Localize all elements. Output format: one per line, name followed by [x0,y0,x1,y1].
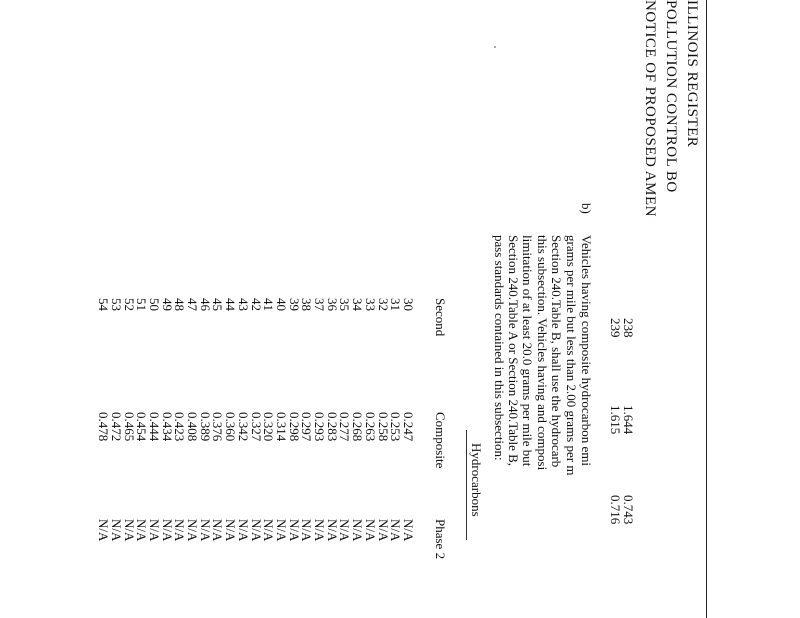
top-row-1-col2: 1.644 [621,405,636,435]
header-rule [706,0,707,618]
table-cell-phase2: N/A [312,519,328,542]
table-group-rule [466,430,467,540]
table-cell-phase2: N/A [248,519,264,542]
table-cell-phase2: N/A [121,519,137,542]
table-cell-composite: 0.297 [299,412,315,442]
table-cell-second: 44 [223,298,239,311]
table-cell-composite: 0.268 [350,412,366,442]
table-cell-phase2: N/A [362,519,378,542]
table-cell-phase2: N/A [235,519,251,542]
table-cell-second: 31 [388,298,404,311]
table-cell-second: 49 [159,298,175,311]
table-cell-composite: 0.342 [235,412,251,442]
table-cell-phase2: N/A [96,519,112,542]
table-cell-phase2: N/A [108,519,124,542]
paragraph-line: Vehicles having composite hydrocarbon emi [579,235,594,467]
table-group-title: Hydrocarbons [469,443,484,517]
paragraph-label: b) [579,203,594,214]
table-cell-composite: 0.314 [274,412,289,442]
register-title: ILLINOIS REGISTER [684,0,700,148]
table-cell-phase2: N/A [324,519,340,542]
table-cell-composite: 0.454 [134,412,150,442]
table-cell-second: 42 [248,298,264,311]
top-row-2-col2: 1.615 [608,405,623,435]
table-cell-second: 43 [235,298,251,311]
table-cell-second: 37 [312,298,328,311]
column-header-composite: Composite [433,412,448,469]
table-cell-second: 53 [108,298,124,311]
table-cell-composite: 0.376 [210,412,226,442]
table-cell-phase2: N/A [197,519,213,542]
paragraph-line: pass standards contained in this subsection: [492,235,507,461]
table-cell-phase2: N/A [274,519,289,542]
table-cell-composite: 0.434 [159,412,175,442]
table-cell-phase2: N/A [261,519,277,542]
table-cell-composite: 0.298 [286,412,302,442]
table-cell-second: 54 [96,298,112,311]
table-cell-second: 39 [286,298,302,311]
column-header-phase2: Phase 2 [433,519,448,560]
table-cell-second: 40 [274,298,289,311]
table-cell-second: 45 [210,298,226,311]
table-cell-phase2: N/A [185,519,201,542]
table-cell-composite: 0.444 [147,412,162,442]
table-cell-composite: 0.277 [337,412,353,442]
table-cell-composite: 0.408 [185,412,201,442]
top-row-1-col1: 238 [621,318,636,338]
table-cell-second: 38 [299,298,315,311]
table-cell-phase2: N/A [286,519,302,542]
table-cell-second: 51 [134,298,150,311]
table-cell-composite: 0.283 [324,412,340,442]
table-cell-second: 36 [324,298,340,311]
rotated-document [73,0,713,618]
table-cell-phase2: N/A [172,519,188,542]
paragraph-line: limitation of at least 20.0 grams per mile but [520,235,535,467]
table-cell-composite: 0.263 [362,412,378,442]
table-cell-second: 33 [362,298,378,311]
table-cell-phase2: N/A [388,519,404,542]
table-cell-composite: 0.389 [197,412,213,442]
table-cell-phase2: N/A [401,519,416,542]
table-cell-composite: 0.247 [401,412,416,442]
column-header-second: Second [433,298,448,337]
table-cell-phase2: N/A [147,519,162,542]
table-cell-composite: 0.258 [375,412,391,442]
table-cell-composite: 0.360 [223,412,239,442]
table-cell-phase2: N/A [134,519,150,542]
table-cell-phase2: N/A [375,519,391,542]
table-cell-second: 47 [185,298,201,311]
top-row-2-col1: 239 [608,318,623,338]
table-cell-composite: 0.253 [388,412,404,442]
table-cell-composite: 0.472 [108,412,124,442]
table-cell-second: 34 [350,298,366,311]
table-cell-composite: 0.423 [172,412,188,442]
table-cell-second: 30 [401,298,416,311]
notice-heading: NOTICE OF PROPOSED AMEN [642,0,658,217]
table-cell-phase2: N/A [337,519,353,542]
paragraph-line: Section 240.Table B, shall use the hydrocarb [549,235,564,468]
table-cell-composite: 0.293 [312,412,328,442]
table-cell-composite: 0.478 [96,412,112,442]
paragraph-line: this subsection. Vehicles having and composi [535,235,550,471]
table-cell-composite: 0.327 [248,412,264,442]
table-cell-second: 46 [197,298,213,311]
table-cell-phase2: N/A [159,519,175,542]
table-cell-second: 35 [337,298,353,311]
paragraph-line: grams per mile but less than 2.00 grams per m [564,235,579,476]
table-cell-phase2: N/A [223,519,239,542]
table-cell-second: 41 [261,298,277,311]
table-cell-second: 48 [172,298,188,311]
top-row-1-col3: 0.743 [621,495,636,525]
table-cell-second: 50 [147,298,162,311]
table-cell-phase2: N/A [210,519,226,542]
paragraph-line: Section 240.Table A or Section 240.Table B, [506,235,521,467]
table-cell-composite: 0.320 [261,412,277,442]
table-cell-second: 32 [375,298,391,311]
top-row-2-col3: 0.716 [608,495,623,525]
table-cell-phase2: N/A [299,519,315,542]
table-cell-phase2: N/A [350,519,366,542]
table-cell-second: 52 [121,298,137,311]
agency-name: POLLUTION CONTROL BO [663,0,679,193]
table-cell-composite: 0.465 [121,412,137,442]
